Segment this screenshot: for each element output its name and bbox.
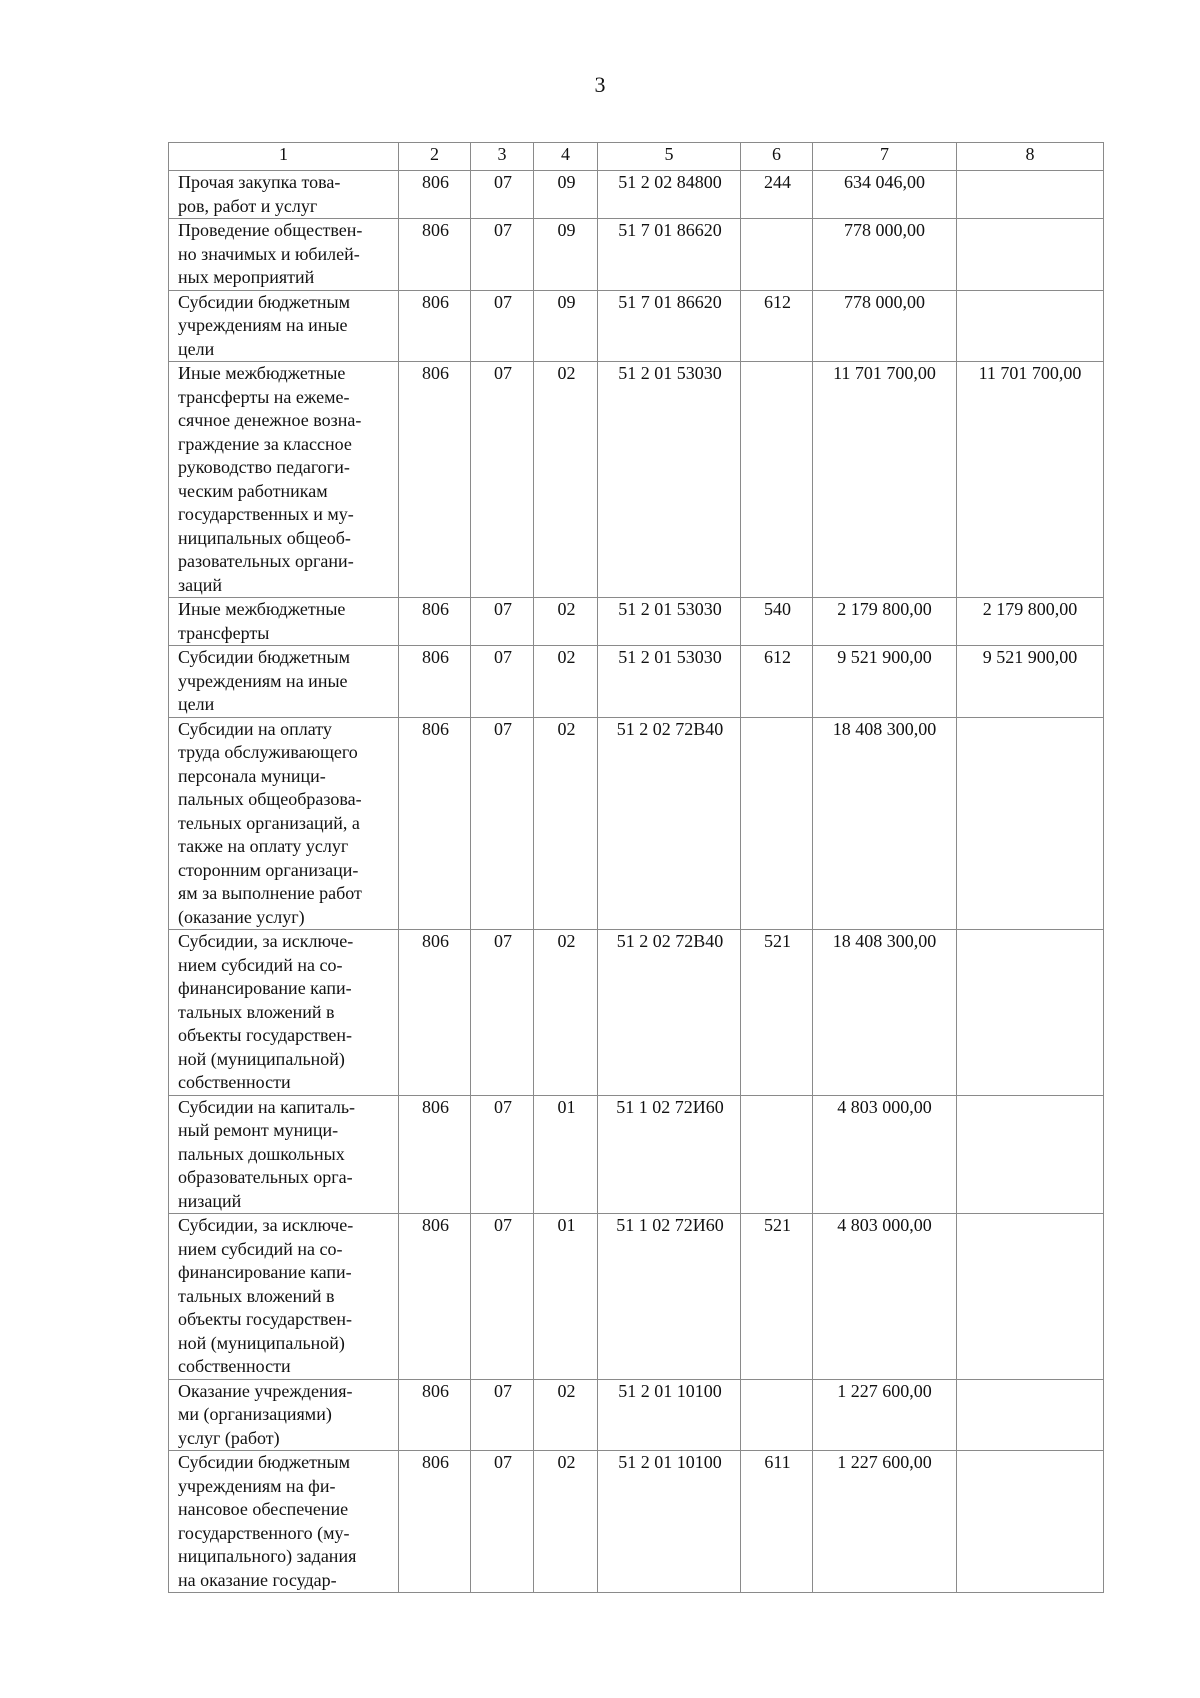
row-name-cell: Иные межбюджетные трансферты на ежеме- сячное денежное возна- граждение за классное руководство педагоги- ческим работникам государственных и му- ниципальных общеоб- разовательных органи- заций (169, 362, 399, 598)
budget-table (168, 142, 1104, 1593)
row-col5-cell: 51 2 01 53030 (598, 598, 741, 646)
row-col3-cell: 07 (471, 171, 534, 219)
row-col7-cell: 9 521 900,00 (813, 646, 957, 718)
row-col3-cell: 07 (471, 290, 534, 362)
row-col6-cell: 540 (741, 598, 813, 646)
row-col7-cell: 634 046,00 (813, 171, 957, 219)
row-col3-cell: 07 (471, 930, 534, 1096)
row-col8-cell: 9 521 900,00 (957, 646, 1104, 718)
row-col6-cell (741, 717, 813, 930)
row-col4-cell: 02 (534, 1451, 598, 1593)
row-col4-cell: 09 (534, 290, 598, 362)
row-col7-cell: 18 408 300,00 (813, 717, 957, 930)
row-col4-cell: 02 (534, 646, 598, 718)
row-name-cell: Проведение обществен- но значимых и юбилей- ных мероприятий (169, 219, 399, 291)
row-col7-cell: 4 803 000,00 (813, 1214, 957, 1380)
row-col2-cell: 806 (399, 362, 471, 598)
row-col2-cell: 806 (399, 1095, 471, 1214)
header-col-5: 5 (598, 143, 741, 171)
row-col6-cell (741, 1379, 813, 1451)
row-name-cell: Субсидии бюджетным учреждениям на иные цели (169, 290, 399, 362)
row-col4-cell: 02 (534, 717, 598, 930)
row-name-cell: Субсидии на оплату труда обслуживающего персонала муници- пальных общеобразова- тельных организаций, а также на оплату услуг сторонним организаци- ям за выполнение работ (оказание услуг) (169, 717, 399, 930)
row-name-cell: Субсидии, за исключе- нием субсидий на со- финансирование капи- тальных вложений в объекты государствен- ной (муниципальной) собственности (169, 930, 399, 1096)
row-col5-cell: 51 2 01 53030 (598, 646, 741, 718)
row-col6-cell: 611 (741, 1451, 813, 1593)
row-col4-cell: 01 (534, 1214, 598, 1380)
row-col4-cell: 01 (534, 1095, 598, 1214)
row-col8-cell (957, 290, 1104, 362)
row-col2-cell: 806 (399, 1451, 471, 1593)
table-row (169, 646, 1104, 718)
header-col-1: 1 (169, 143, 399, 171)
table-row (169, 362, 1104, 598)
row-col8-cell (957, 1379, 1104, 1451)
row-col5-cell: 51 2 01 10100 (598, 1451, 741, 1593)
row-col3-cell: 07 (471, 1451, 534, 1593)
row-col4-cell: 02 (534, 1379, 598, 1451)
row-name-cell: Прочая закупка това- ров, работ и услуг (169, 171, 399, 219)
row-col5-cell: 51 2 02 84800 (598, 171, 741, 219)
table-row (169, 717, 1104, 930)
row-col2-cell: 806 (399, 717, 471, 930)
row-col3-cell: 07 (471, 362, 534, 598)
row-name-cell: Субсидии бюджетным учреждениям на фи- нансовое обеспечение государственного (му- ниципального) задания на оказание государ- (169, 1451, 399, 1593)
page-number: 3 (594, 72, 606, 97)
row-col2-cell: 806 (399, 930, 471, 1096)
row-col5-cell: 51 7 01 86620 (598, 219, 741, 291)
row-col7-cell: 2 179 800,00 (813, 598, 957, 646)
table-row (169, 1095, 1104, 1214)
header-col-3: 3 (471, 143, 534, 171)
row-col5-cell: 51 2 02 72В40 (598, 930, 741, 1096)
row-col7-cell: 1 227 600,00 (813, 1379, 957, 1451)
row-col8-cell (957, 1214, 1104, 1380)
row-col4-cell: 02 (534, 930, 598, 1096)
row-col3-cell: 07 (471, 1379, 534, 1451)
row-col2-cell: 806 (399, 219, 471, 291)
header-col-2: 2 (399, 143, 471, 171)
row-col2-cell: 806 (399, 1379, 471, 1451)
row-col6-cell: 244 (741, 171, 813, 219)
row-col7-cell: 18 408 300,00 (813, 930, 957, 1096)
row-col8-cell (957, 1451, 1104, 1593)
row-col2-cell: 806 (399, 598, 471, 646)
row-col4-cell: 09 (534, 171, 598, 219)
row-col3-cell: 07 (471, 1214, 534, 1380)
row-col6-cell: 612 (741, 646, 813, 718)
table-row (169, 290, 1104, 362)
row-col7-cell: 1 227 600,00 (813, 1451, 957, 1593)
row-col7-cell: 11 701 700,00 (813, 362, 957, 598)
row-col3-cell: 07 (471, 598, 534, 646)
table-row (169, 1214, 1104, 1380)
header-col-6: 6 (741, 143, 813, 171)
table-row (169, 930, 1104, 1096)
row-col2-cell: 806 (399, 1214, 471, 1380)
table-row (169, 1379, 1104, 1451)
row-col3-cell: 07 (471, 1095, 534, 1214)
row-col5-cell: 51 2 01 10100 (598, 1379, 741, 1451)
row-col3-cell: 07 (471, 219, 534, 291)
row-col5-cell: 51 1 02 72И60 (598, 1214, 741, 1380)
row-col6-cell: 521 (741, 1214, 813, 1380)
row-col8-cell: 2 179 800,00 (957, 598, 1104, 646)
row-col8-cell (957, 171, 1104, 219)
row-col8-cell (957, 1095, 1104, 1214)
row-name-cell: Субсидии на капиталь- ный ремонт муници- пальных дошкольных образовательных орга- низаций (169, 1095, 399, 1214)
row-col2-cell: 806 (399, 290, 471, 362)
row-col8-cell: 11 701 700,00 (957, 362, 1104, 598)
row-col8-cell (957, 930, 1104, 1096)
row-col8-cell (957, 717, 1104, 930)
row-col6-cell (741, 1095, 813, 1214)
row-name-cell: Оказание учреждения- ми (организациями) услуг (работ) (169, 1379, 399, 1451)
row-col4-cell: 02 (534, 598, 598, 646)
header-col-8: 8 (957, 143, 1104, 171)
row-col2-cell: 806 (399, 171, 471, 219)
row-col8-cell (957, 219, 1104, 291)
header-row (169, 143, 1104, 171)
row-col3-cell: 07 (471, 717, 534, 930)
table-body (169, 171, 1104, 1593)
row-col7-cell: 778 000,00 (813, 290, 957, 362)
table-row (169, 1451, 1104, 1593)
row-col5-cell: 51 1 02 72И60 (598, 1095, 741, 1214)
table-row (169, 598, 1104, 646)
table-row (169, 219, 1104, 291)
row-col5-cell: 51 7 01 86620 (598, 290, 741, 362)
row-col7-cell: 4 803 000,00 (813, 1095, 957, 1214)
row-col6-cell (741, 219, 813, 291)
row-col2-cell: 806 (399, 646, 471, 718)
row-col3-cell: 07 (471, 646, 534, 718)
row-name-cell: Иные межбюджетные трансферты (169, 598, 399, 646)
header-col-7: 7 (813, 143, 957, 171)
row-col7-cell: 778 000,00 (813, 219, 957, 291)
header-col-4: 4 (534, 143, 598, 171)
table-row (169, 171, 1104, 219)
row-name-cell: Субсидии, за исключе- нием субсидий на со- финансирование капи- тальных вложений в объекты государствен- ной (муниципальной) собственности (169, 1214, 399, 1380)
row-col6-cell: 521 (741, 930, 813, 1096)
row-name-cell: Субсидии бюджетным учреждениям на иные цели (169, 646, 399, 718)
row-col6-cell (741, 362, 813, 598)
row-col5-cell: 51 2 01 53030 (598, 362, 741, 598)
row-col6-cell: 612 (741, 290, 813, 362)
row-col4-cell: 02 (534, 362, 598, 598)
row-col5-cell: 51 2 02 72В40 (598, 717, 741, 930)
row-col4-cell: 09 (534, 219, 598, 291)
